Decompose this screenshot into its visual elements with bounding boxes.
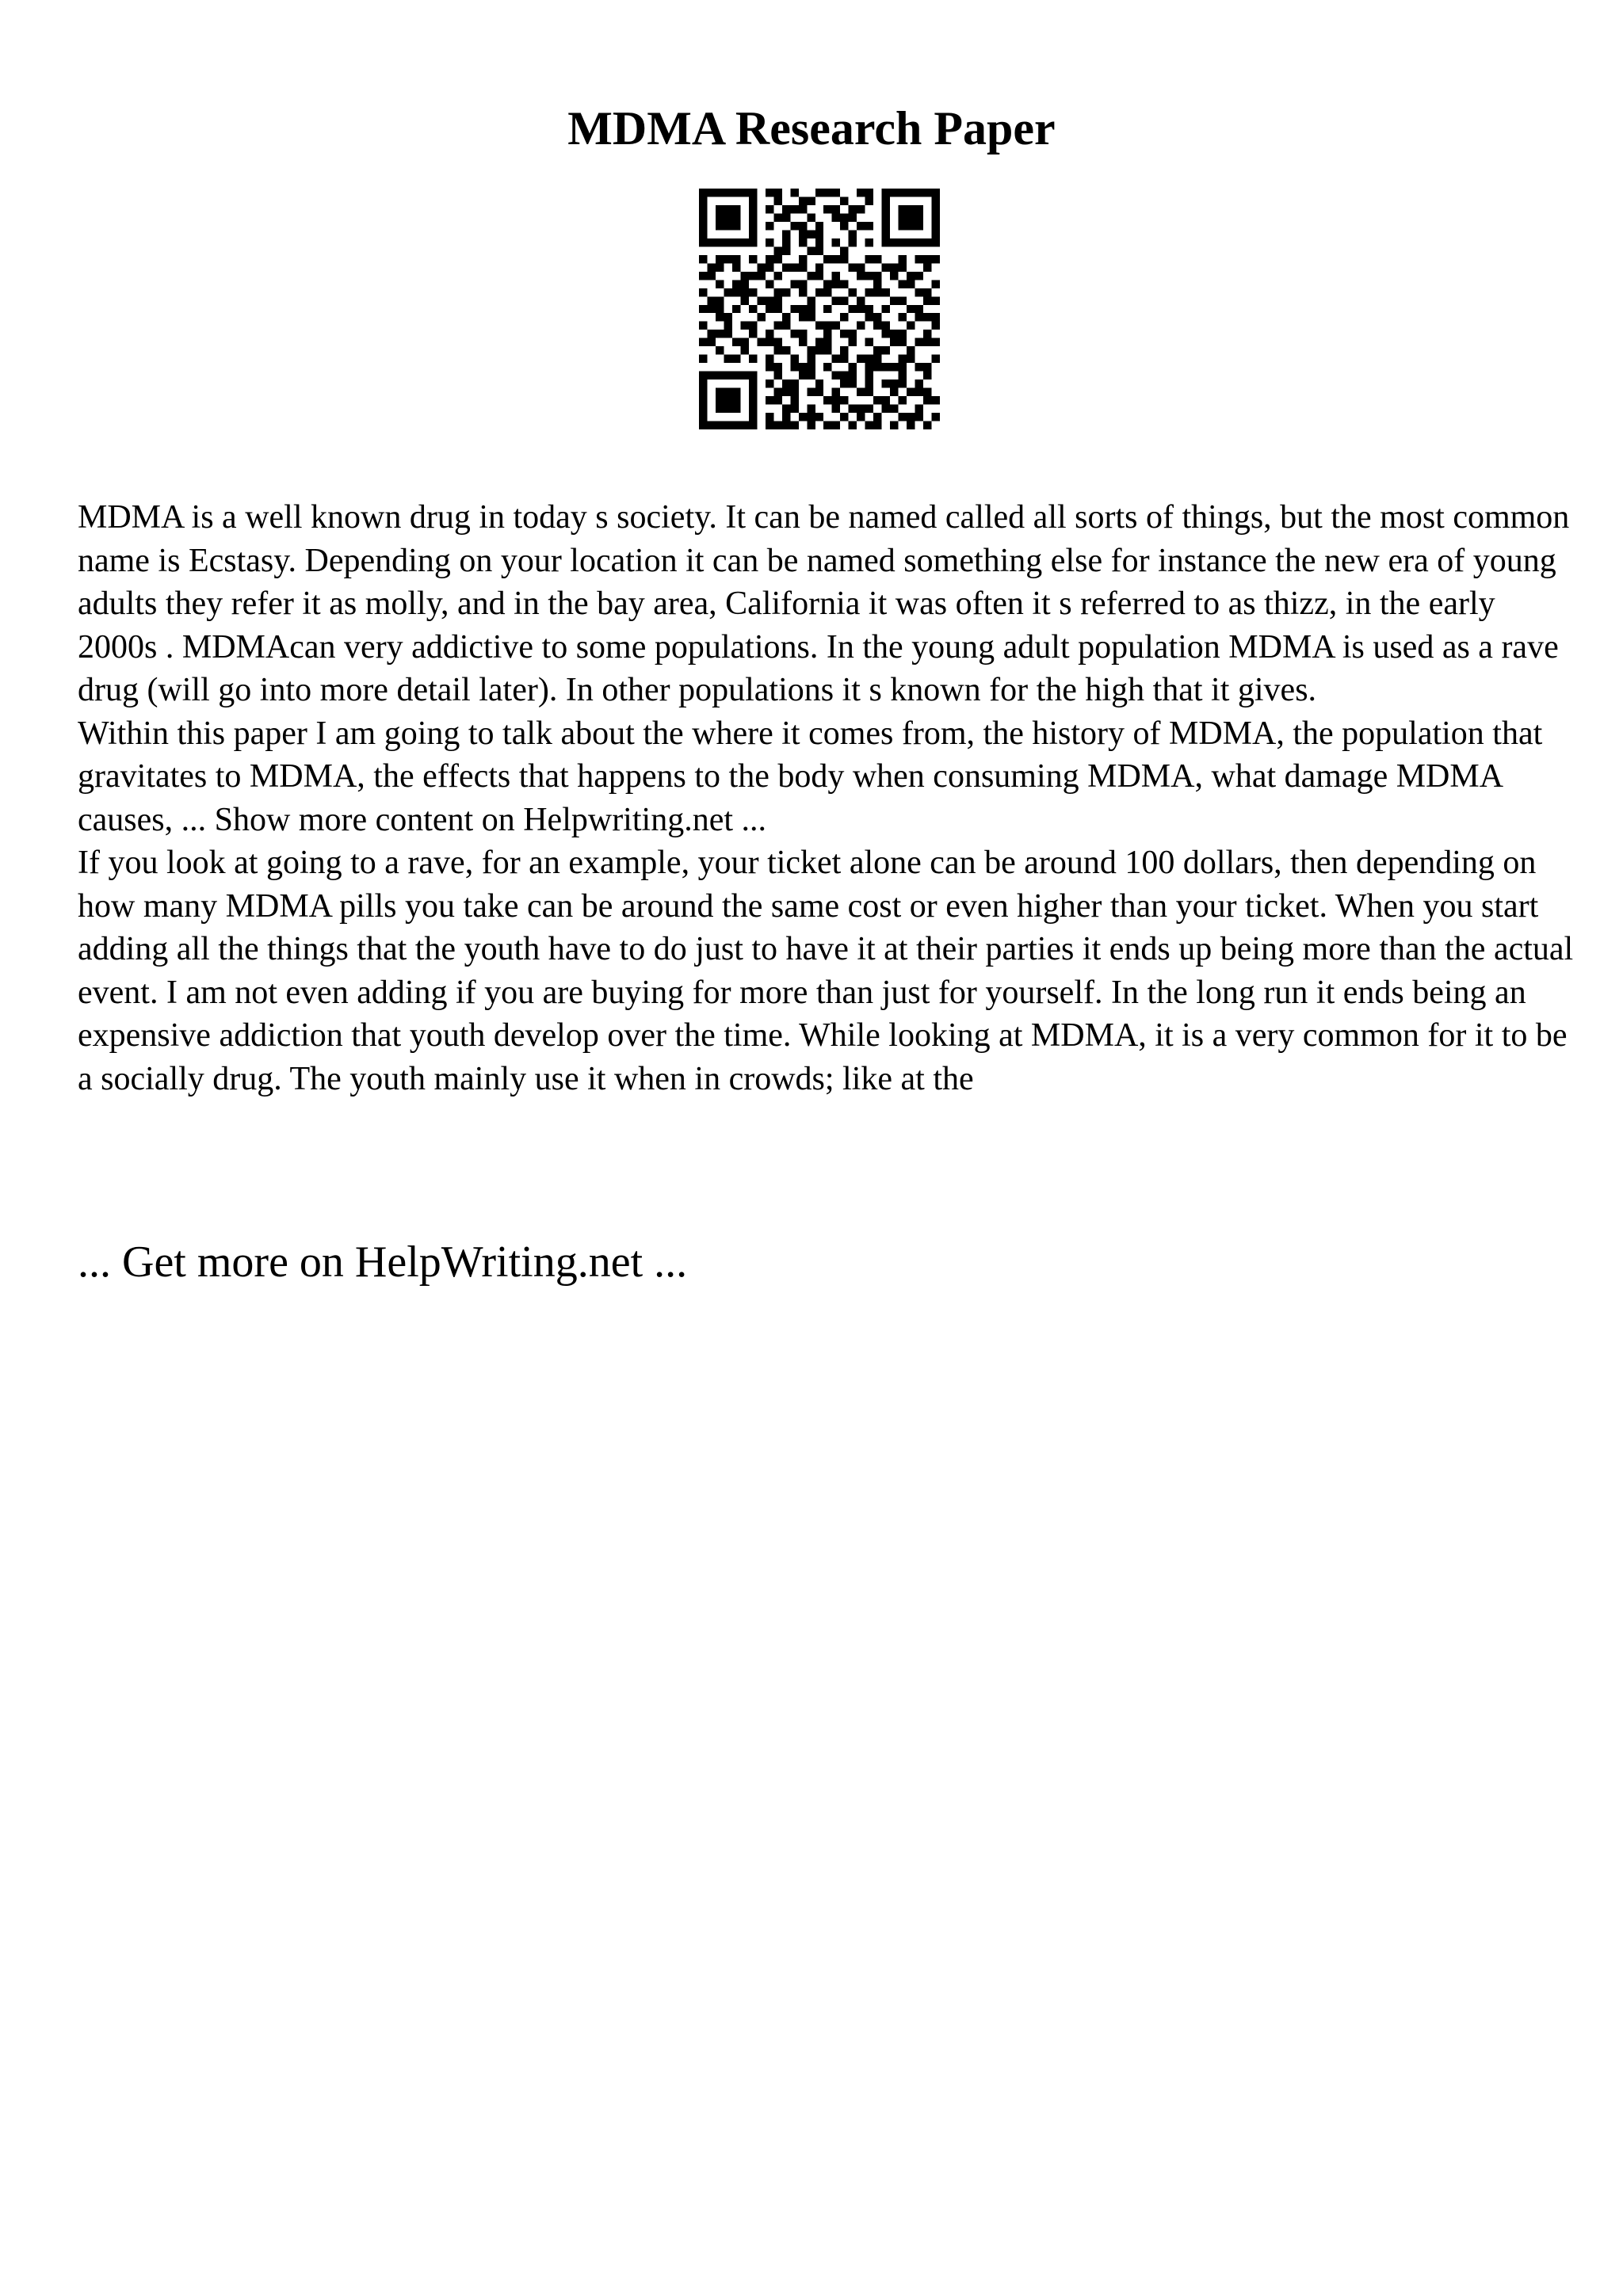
paragraph-cost: If you look at going to a rave, for an example, your ticket alone can be around 100 dollars, then depending on how many MDMA pills you take can be around the same cost or even higher than your ticket. When you start adding all the things that the youth have to do just to have it at their parties it ends up being more than the actual event. I am not even adding if you are buying for more than just for yourself. In the long run it ends being an expensive addiction that youth develop over the time. While looking at MDMA, it is a very common for it to be a socially drug. The youth mainly use it when in crowds; like at the (78, 845, 1574, 1097)
paragraph-overview: Within this paper I am going to talk about the where it comes from, the history of MDMA, the population that gravitates to MDMA, the effects that happens to the body when consuming MDMA, what damage MDMA causes, ... Show more content on Helpwriting.net ... (78, 715, 1543, 838)
qr-code-icon[interactable] (699, 189, 940, 429)
article-body (78, 496, 1575, 1100)
page-title: MDMA Research Paper (567, 102, 1056, 154)
paragraph-intro: MDMA is a well known drug in today s society. It can be named called all sorts of things, but the most common name is Ecstasy. Depending on your location it can be named something else for instance the new era of young adults they refer it as molly, and in the bay area, California it was often it s referred to as thizz, in the early 2000s . MDMAcan very addictive to some populations. In the young adult population MDMA is used as a rave drug (will go into more detail later). In other populations it s known for the high that it gives. (78, 499, 1570, 708)
get-more-link[interactable]: ... Get more on HelpWriting.net ... (78, 1238, 688, 1287)
